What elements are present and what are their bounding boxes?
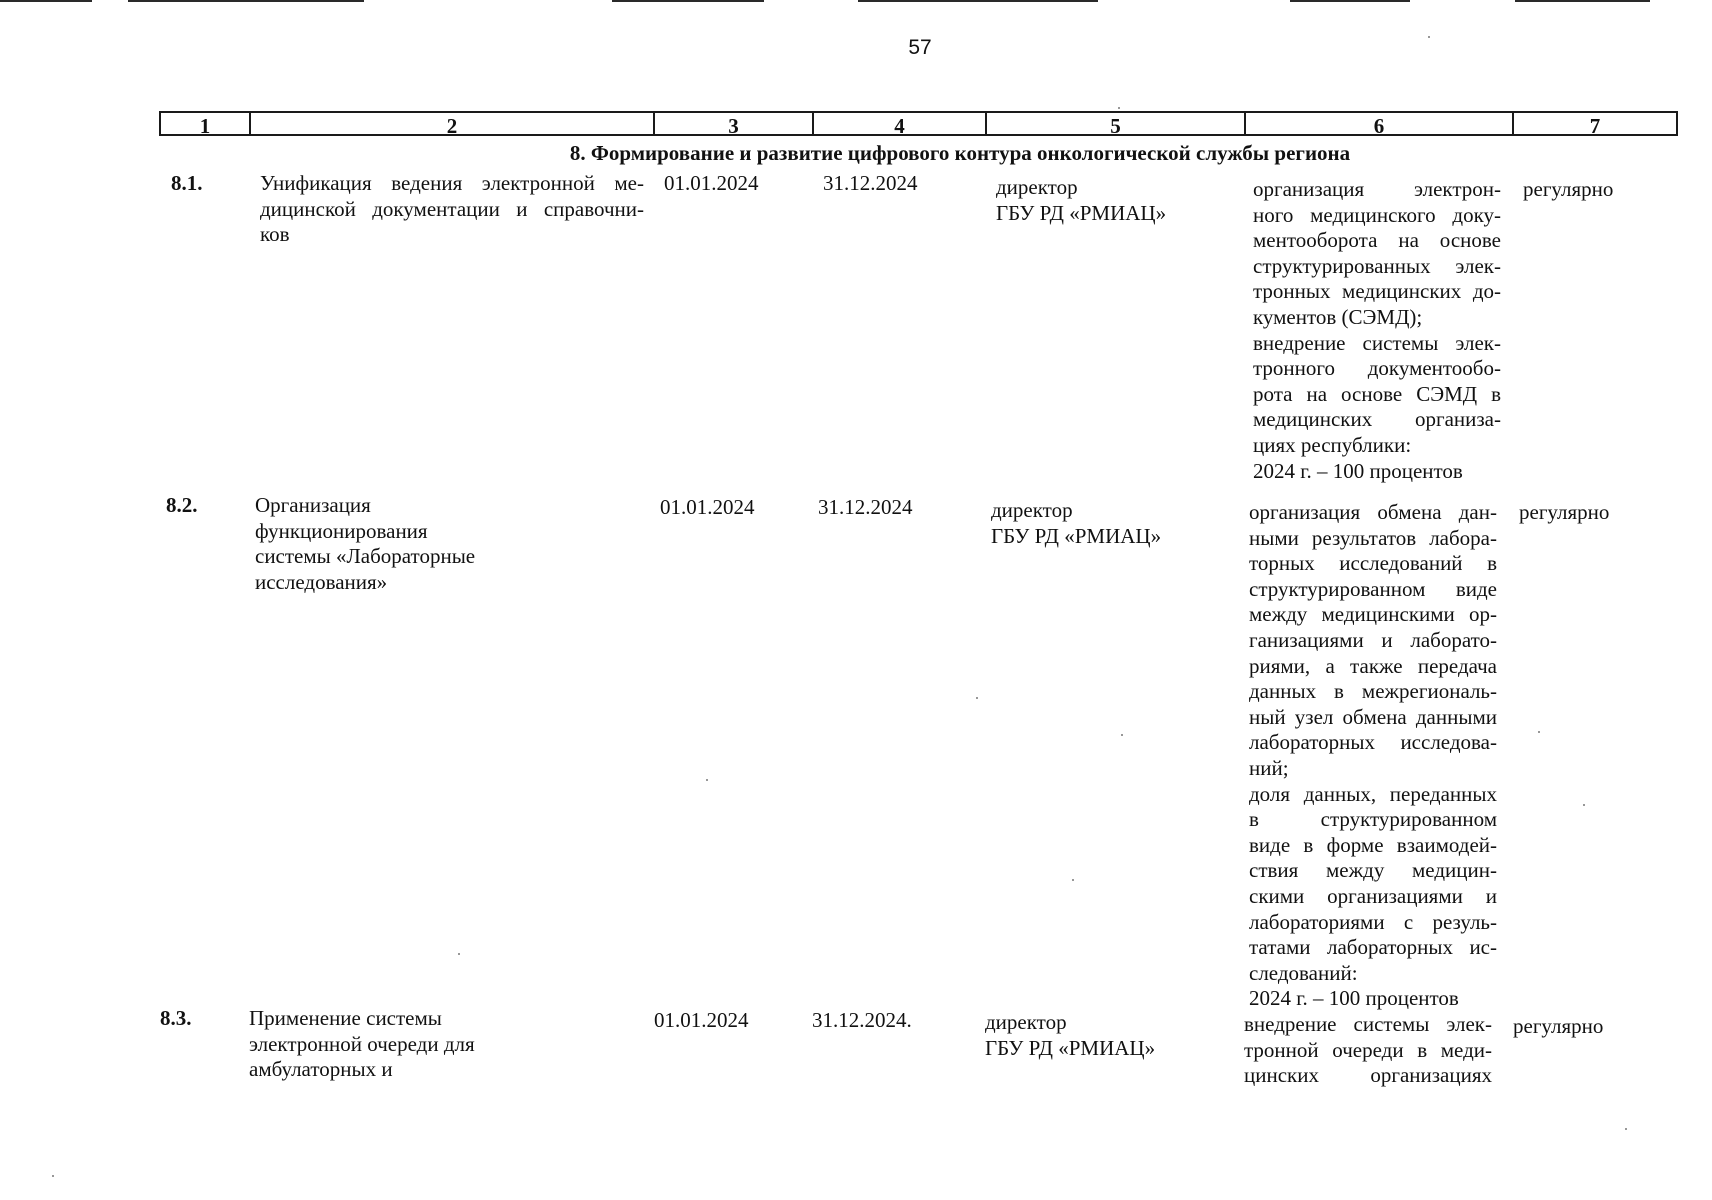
text-line: 2024 г. – 100 процентов bbox=[1253, 458, 1463, 483]
row-responsible bbox=[985, 1010, 1155, 1061]
row-responsible bbox=[991, 498, 1161, 549]
text-line: тронного документообо- bbox=[1253, 356, 1501, 381]
scan-speck bbox=[976, 697, 978, 699]
text-line: ментооборота на основе bbox=[1253, 228, 1501, 253]
row-activity-name bbox=[249, 1006, 633, 1083]
scan-edge-mark bbox=[1515, 0, 1650, 2]
text-line: директор bbox=[996, 175, 1078, 199]
scan-edge-mark bbox=[1290, 0, 1410, 2]
text-line: ными результатов лабора- bbox=[1249, 525, 1497, 550]
text-line: организация электрон- bbox=[1253, 177, 1501, 201]
text-line: ного медицинского доку- bbox=[1253, 202, 1501, 227]
row-result bbox=[1253, 177, 1501, 484]
row-number: 8.1. bbox=[171, 171, 203, 195]
text-line: ний; bbox=[1249, 755, 1289, 780]
text-line: ков bbox=[260, 222, 290, 247]
scan-speck bbox=[1118, 107, 1120, 109]
column-header-3: 3 bbox=[653, 111, 814, 136]
text-line: организация обмена дан- bbox=[1249, 500, 1497, 524]
row-frequency: регулярно bbox=[1519, 500, 1610, 524]
row-result bbox=[1244, 1012, 1492, 1089]
text-line: директор bbox=[985, 1010, 1067, 1034]
row-frequency: регулярно bbox=[1513, 1014, 1604, 1038]
scan-edge-mark bbox=[128, 0, 364, 2]
scan-speck bbox=[1538, 731, 1540, 733]
text-line: данных в межрегиональ- bbox=[1249, 679, 1497, 704]
text-line: следований: bbox=[1249, 960, 1358, 985]
text-line: 2024 г. – 100 процентов bbox=[1249, 986, 1459, 1011]
scan-speck bbox=[1121, 734, 1123, 736]
scan-edge-mark bbox=[612, 0, 764, 2]
text-line: тронной очереди в меди- bbox=[1244, 1037, 1492, 1062]
text-line: Унификация ведения электронной ме- bbox=[260, 171, 644, 195]
text-line: структурированных элек- bbox=[1253, 253, 1501, 278]
column-header-1: 1 bbox=[159, 111, 251, 136]
row-frequency: регулярно bbox=[1523, 177, 1614, 201]
text-line: между медицинскими ор- bbox=[1249, 602, 1497, 627]
row-end-date: 31.12.2024 bbox=[823, 171, 918, 195]
section-title: 8. Формирование и развитие цифрового контура онкологической службы региона bbox=[569, 141, 1351, 165]
column-header-6: 6 bbox=[1244, 111, 1514, 136]
row-start-date: 01.01.2024 bbox=[660, 495, 755, 519]
page-number: 57 bbox=[908, 36, 932, 59]
column-header-4: 4 bbox=[812, 111, 987, 136]
text-line: лабораторных исследова- bbox=[1249, 730, 1497, 755]
text-line: системы «Лабораторные bbox=[255, 544, 476, 569]
scan-speck bbox=[458, 953, 460, 955]
text-line: исследования» bbox=[255, 569, 388, 594]
scan-speck bbox=[706, 779, 708, 781]
text-line: скими организациями и bbox=[1249, 883, 1497, 908]
text-line: внедрение системы элек- bbox=[1244, 1012, 1492, 1036]
text-line: в структурированном bbox=[1249, 807, 1497, 832]
text-line: тронных медицинских до- bbox=[1253, 279, 1501, 304]
text-line: циях республики: bbox=[1253, 432, 1412, 457]
text-line: татами лабораторных ис- bbox=[1249, 935, 1497, 960]
text-line: ствия между медицин- bbox=[1249, 858, 1497, 883]
text-line: электронной очереди для bbox=[249, 1031, 475, 1056]
text-line: цинских организациях bbox=[1244, 1063, 1492, 1088]
text-line: внедрение системы элек- bbox=[1253, 330, 1501, 355]
row-activity-name bbox=[260, 171, 644, 248]
row-activity-name bbox=[255, 493, 639, 595]
text-line: ГБУ РД «РМИАЦ» bbox=[991, 523, 1162, 548]
scan-speck bbox=[1625, 1128, 1627, 1130]
row-end-date: 31.12.2024 bbox=[818, 495, 913, 519]
text-line: функционирования bbox=[255, 518, 428, 543]
text-line: ный узел обмена данными bbox=[1249, 704, 1497, 729]
text-line: виде в форме взаимодей- bbox=[1249, 832, 1497, 857]
text-line: риями, а также передача bbox=[1249, 653, 1497, 678]
text-line: Применение системы bbox=[249, 1006, 442, 1030]
scan-speck bbox=[1072, 879, 1074, 881]
text-line: ганизациями и лаборато- bbox=[1249, 627, 1497, 652]
row-responsible bbox=[996, 175, 1166, 226]
column-header-7: 7 bbox=[1512, 111, 1678, 136]
text-line: лабораториями с резуль- bbox=[1249, 909, 1497, 934]
text-line: Организация bbox=[255, 493, 371, 517]
column-header-5: 5 bbox=[985, 111, 1246, 136]
row-start-date: 01.01.2024 bbox=[664, 171, 759, 195]
row-result bbox=[1249, 500, 1497, 1012]
text-line: амбулаторных и bbox=[249, 1057, 393, 1082]
text-line: доля данных, переданных bbox=[1249, 781, 1497, 806]
column-header-2: 2 bbox=[249, 111, 655, 136]
scan-edge-mark bbox=[0, 0, 92, 2]
scan-speck bbox=[1583, 804, 1585, 806]
text-line: кументов (СЭМД); bbox=[1253, 304, 1423, 329]
text-line: рота на основе СЭМД в bbox=[1253, 381, 1501, 406]
text-line: торных исследований в bbox=[1249, 551, 1497, 576]
row-number: 8.3. bbox=[160, 1006, 192, 1030]
text-line: структурированном виде bbox=[1249, 576, 1497, 601]
text-line: ГБУ РД «РМИАЦ» bbox=[996, 200, 1167, 225]
row-end-date: 31.12.2024. bbox=[812, 1008, 912, 1032]
text-line: дицинской документации и справочни- bbox=[260, 196, 644, 221]
scan-edge-mark bbox=[858, 0, 1098, 2]
row-start-date: 01.01.2024 bbox=[654, 1008, 749, 1032]
row-number: 8.2. bbox=[166, 493, 198, 517]
scan-speck bbox=[1428, 36, 1430, 38]
scan-speck bbox=[52, 1175, 54, 1177]
text-line: директор bbox=[991, 498, 1073, 522]
text-line: медицинских организа- bbox=[1253, 407, 1501, 432]
text-line: ГБУ РД «РМИАЦ» bbox=[985, 1035, 1156, 1060]
